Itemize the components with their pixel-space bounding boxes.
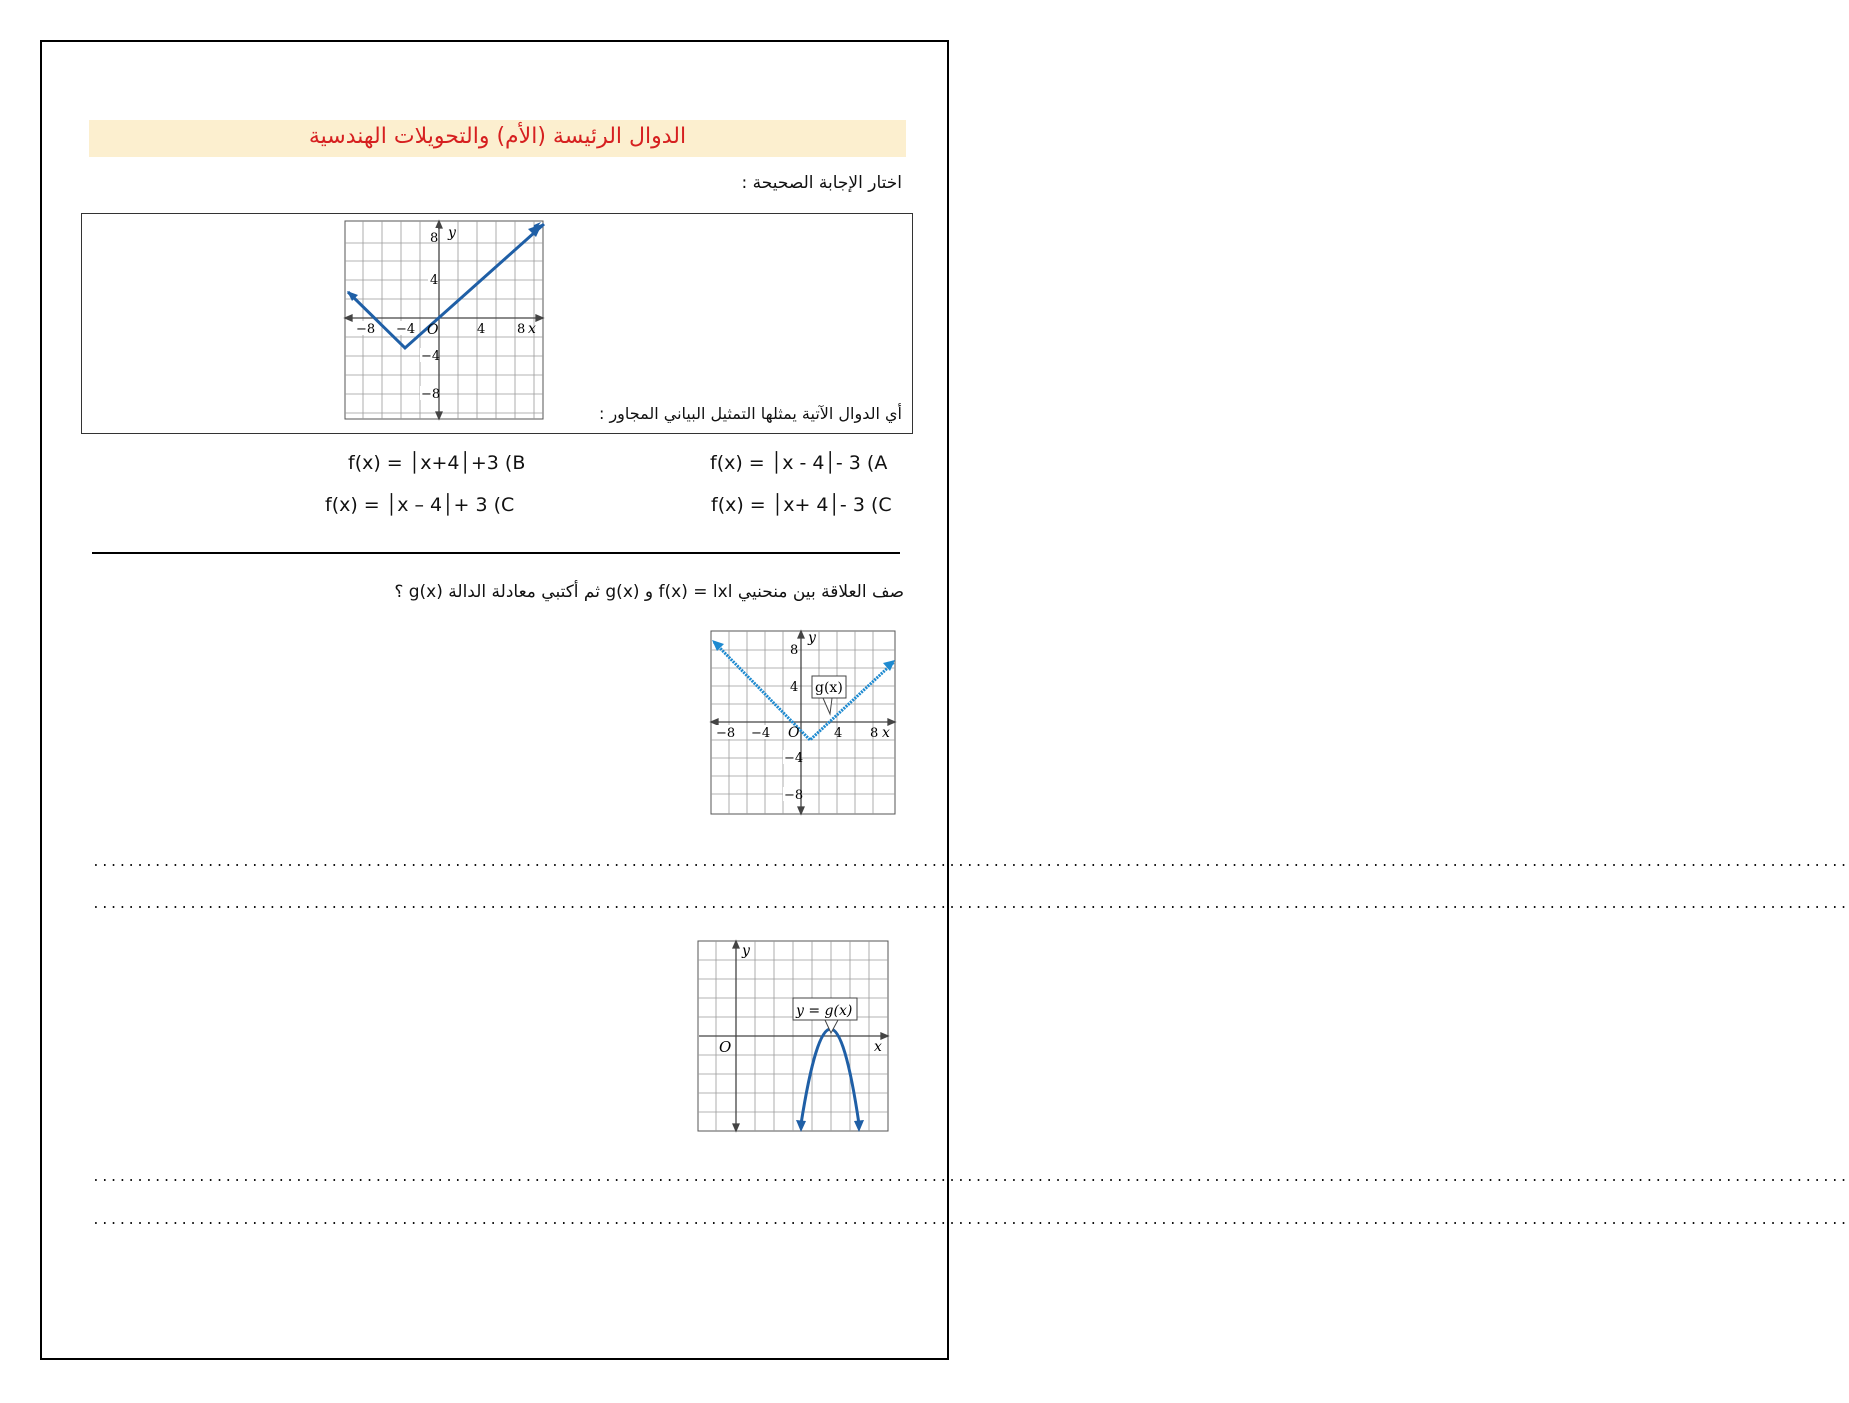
title-bar [89, 120, 906, 157]
answer-line[interactable]: ....................................................................................................................................................................................................... [92, 1213, 1849, 1228]
origin-label: O [427, 322, 439, 338]
tick-label: 4 [477, 322, 486, 337]
tick-label: 8 [430, 231, 439, 246]
option-b[interactable]: f(x) = │x+4│+3 (B [348, 452, 526, 474]
tick-label: 4 [834, 726, 843, 741]
tick-label: 8 [790, 643, 799, 658]
tick-label: 4 [790, 680, 799, 695]
x-axis-label: x [882, 725, 890, 741]
y-axis-label: y [808, 630, 816, 646]
y-axis-label: y [448, 225, 456, 241]
option-a[interactable]: f(x) = │x - 4│- 3 (A [710, 452, 888, 474]
option-c-second[interactable]: f(x) = │x – 4│+ 3 (C [325, 494, 515, 516]
origin-label: O [719, 1038, 732, 1056]
question2-graph-parabola [697, 940, 889, 1132]
parabola-callout: y = g(x) [796, 1003, 853, 1019]
question1-prompt: أي الدوال الآتية يمثلها التمثيل البياني المجاور : [598, 404, 902, 423]
tick-label: 8 [517, 322, 526, 337]
tick-label: −8 [356, 322, 376, 337]
y-axis-label: y [742, 943, 750, 959]
x-axis-label: x [874, 1039, 882, 1055]
tick-label: −8 [421, 387, 441, 402]
tick-label: −8 [716, 726, 736, 741]
tick-label: −4 [396, 322, 416, 337]
answer-line[interactable]: ....................................................................................................................................................................................................... [92, 1170, 1849, 1185]
answer-line[interactable]: ....................................................................................................................................................................................................... [92, 855, 1849, 870]
tick-label: −4 [784, 751, 804, 766]
tick-label: 4 [430, 273, 439, 288]
page-title: الدوال الرئيسة (الأم) والتحويلات الهندسية [308, 124, 687, 149]
origin-label: O [788, 725, 800, 741]
tick-label: −4 [421, 349, 441, 364]
question2-prompt: صف العلاقة بين منحنيي f(x) = lxl و g(x) ثم أكتبي معادلة الدالة g(x) ؟ [394, 582, 904, 602]
tick-label: −8 [784, 788, 804, 803]
x-axis-label: x [528, 321, 536, 337]
tick-label: 8 [870, 726, 879, 741]
question1-graph [344, 220, 544, 420]
gx-callout: g(x) [815, 680, 843, 696]
tick-label: −4 [751, 726, 771, 741]
section-divider [92, 552, 900, 554]
option-c-first[interactable]: f(x) = │x+ 4│- 3 (C [711, 494, 892, 516]
instruction-text: اختار الإجابة الصحيحة : [741, 173, 902, 193]
answer-line[interactable]: ....................................................................................................................................................................................................... [92, 897, 1849, 912]
question2-graph-gx [710, 630, 896, 815]
